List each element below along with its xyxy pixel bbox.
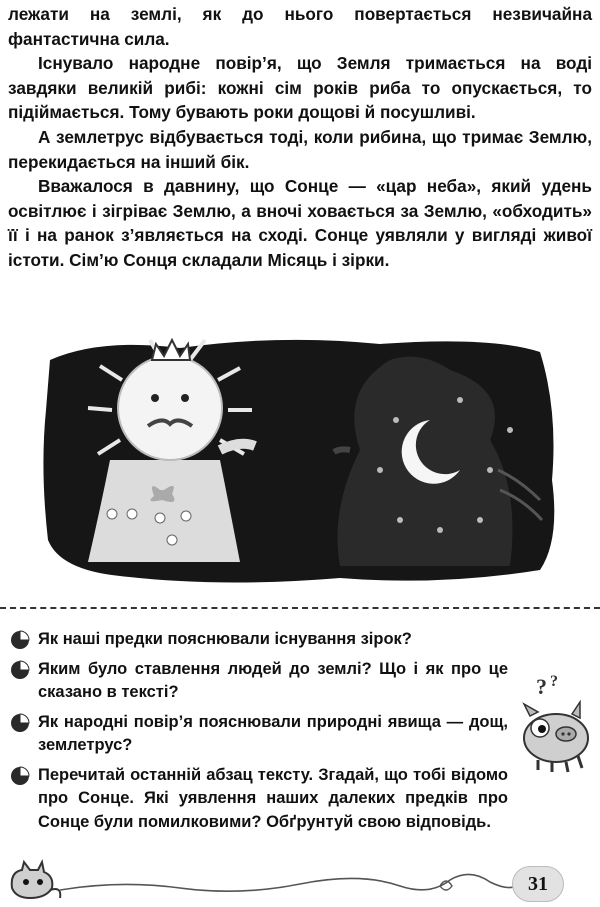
question-bullet-icon <box>10 660 30 680</box>
paragraph-4: Вважалося в давнину, що Сонце — «цар неба», який удень освітлює і зігріває Землю, а вночі ховається за Землю, «обходить» її і на ранок з’являється на сході. Сонце уявляли у вигляді живої істоти. Сім’ю Сонця складали Місяць і зірки. <box>8 176 592 270</box>
page-number: 31 <box>512 866 564 902</box>
svg-text:?: ? <box>536 674 547 699</box>
questions-list <box>8 628 508 840</box>
footer-swirl-line <box>60 862 520 898</box>
section-divider <box>0 607 600 611</box>
question-bullet-icon <box>10 766 30 786</box>
svg-text:?: ? <box>550 673 558 690</box>
question-bullet-icon <box>10 630 30 650</box>
question-text: Яким було ставлення людей до землі? Що і як про це сказано в тексті? <box>38 659 508 701</box>
cat-icon <box>6 858 64 902</box>
question-bullet-icon <box>10 713 30 733</box>
paragraph-2: Існувало народне повір’я, що Земля тримається на воді завдяки великій рибі: кожні сім років риба то опускається, то підіймається. Тому бувають роки дощові й посушливі. <box>8 53 592 123</box>
question-text: Перечитай останній абзац тексту. Згадай, що тобі відомо про Сонце. Які уявлення наших далеких предків про Сонце були помилковими? Обґрунтуй свою відповідь. <box>38 765 508 831</box>
sun-and-moon-illustration <box>40 330 560 588</box>
question-text: Як народні повір’я пояснювали природні явища — дощ, землетрус? <box>38 712 508 754</box>
question-text: Як наші предки пояснювали існування зірок? <box>38 630 412 648</box>
paragraph-3: А землетрус відбувається тоді, коли рибина, що тримає Землю, перекидається на інший бік. <box>8 126 592 172</box>
question-item <box>8 628 508 652</box>
question-item <box>8 711 508 758</box>
question-item <box>8 764 508 835</box>
main-text <box>8 2 592 273</box>
pig-mascot-icon <box>510 672 596 776</box>
sun-face <box>118 356 222 460</box>
question-item <box>8 658 508 705</box>
sun-crown <box>152 340 190 360</box>
paragraph-1: лежати на землі, як до нього повертається незвичайна фантастична сила. <box>8 4 592 49</box>
